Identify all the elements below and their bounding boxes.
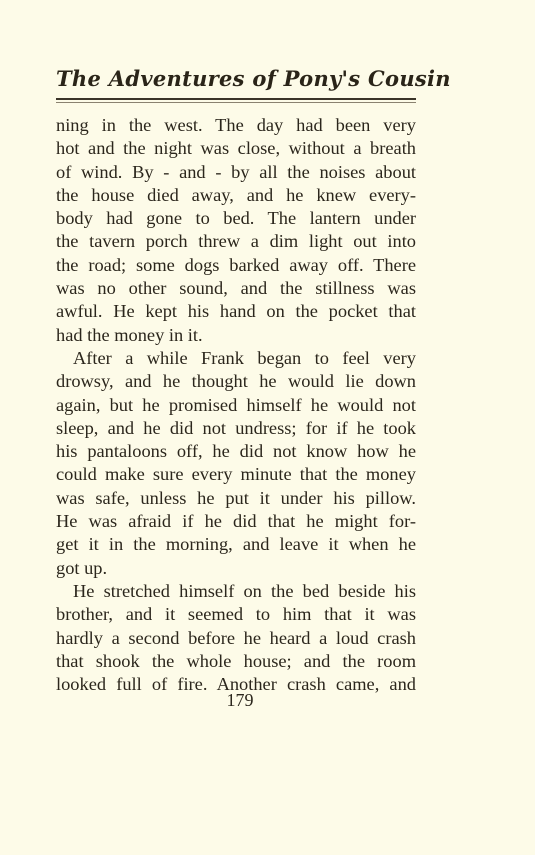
text-line: He stretched himself on the bed beside his: [73, 580, 416, 601]
text-line: was no other sound, and the stillness was: [56, 278, 416, 299]
running-title: The Adventures of Pony's Cousin: [56, 66, 451, 91]
text-line: could make sure every minute that the money: [56, 464, 416, 485]
text-line: sleep, and he did not undress; for if he took: [56, 417, 416, 438]
text-line: again, but he promised himself he would not: [56, 394, 416, 415]
text-line: ning in the west. The day had been very: [56, 115, 416, 135]
text-line: After a while Frank began to feel very: [73, 347, 416, 368]
header-rule: [56, 98, 416, 100]
text-line: the house died away, and he knew every-: [56, 184, 416, 205]
text-line: got up.: [56, 557, 108, 578]
text-line: brother, and it seemed to him that it was: [56, 604, 416, 625]
text-line: drowsy, and he thought he would lie down: [56, 371, 416, 392]
text-line: was safe, unless he put it under his pillow.: [56, 487, 416, 508]
text-line: body had gone to bed. The lantern under: [56, 208, 416, 229]
text-line: that shook the whole house; and the room: [56, 650, 416, 671]
body-text: [56, 114, 416, 696]
text-line: looked full of fire. Another crash came, and: [56, 674, 416, 695]
text-line: hot and the night was close, without a breath: [56, 138, 416, 159]
text-line: get it in the morning, and leave it when he: [56, 534, 416, 555]
header-rule-thin: [56, 102, 416, 103]
text-line: awful. He kept his hand on the pocket that: [56, 301, 416, 322]
text-line: of wind. By - and - by all the noises about: [56, 161, 416, 182]
text-line: his pantaloons off, he did not know how he: [56, 441, 416, 462]
text-line: the road; some dogs barked away off. There: [56, 254, 416, 275]
text-line: the tavern porch threw a dim light out into: [56, 231, 416, 252]
text-line: had the money in it.: [56, 324, 203, 345]
text-line: He was afraid if he did that he might for-: [56, 511, 416, 532]
text-line: hardly a second before he heard a loud crash: [56, 627, 416, 648]
page-number: 179: [226, 690, 254, 710]
